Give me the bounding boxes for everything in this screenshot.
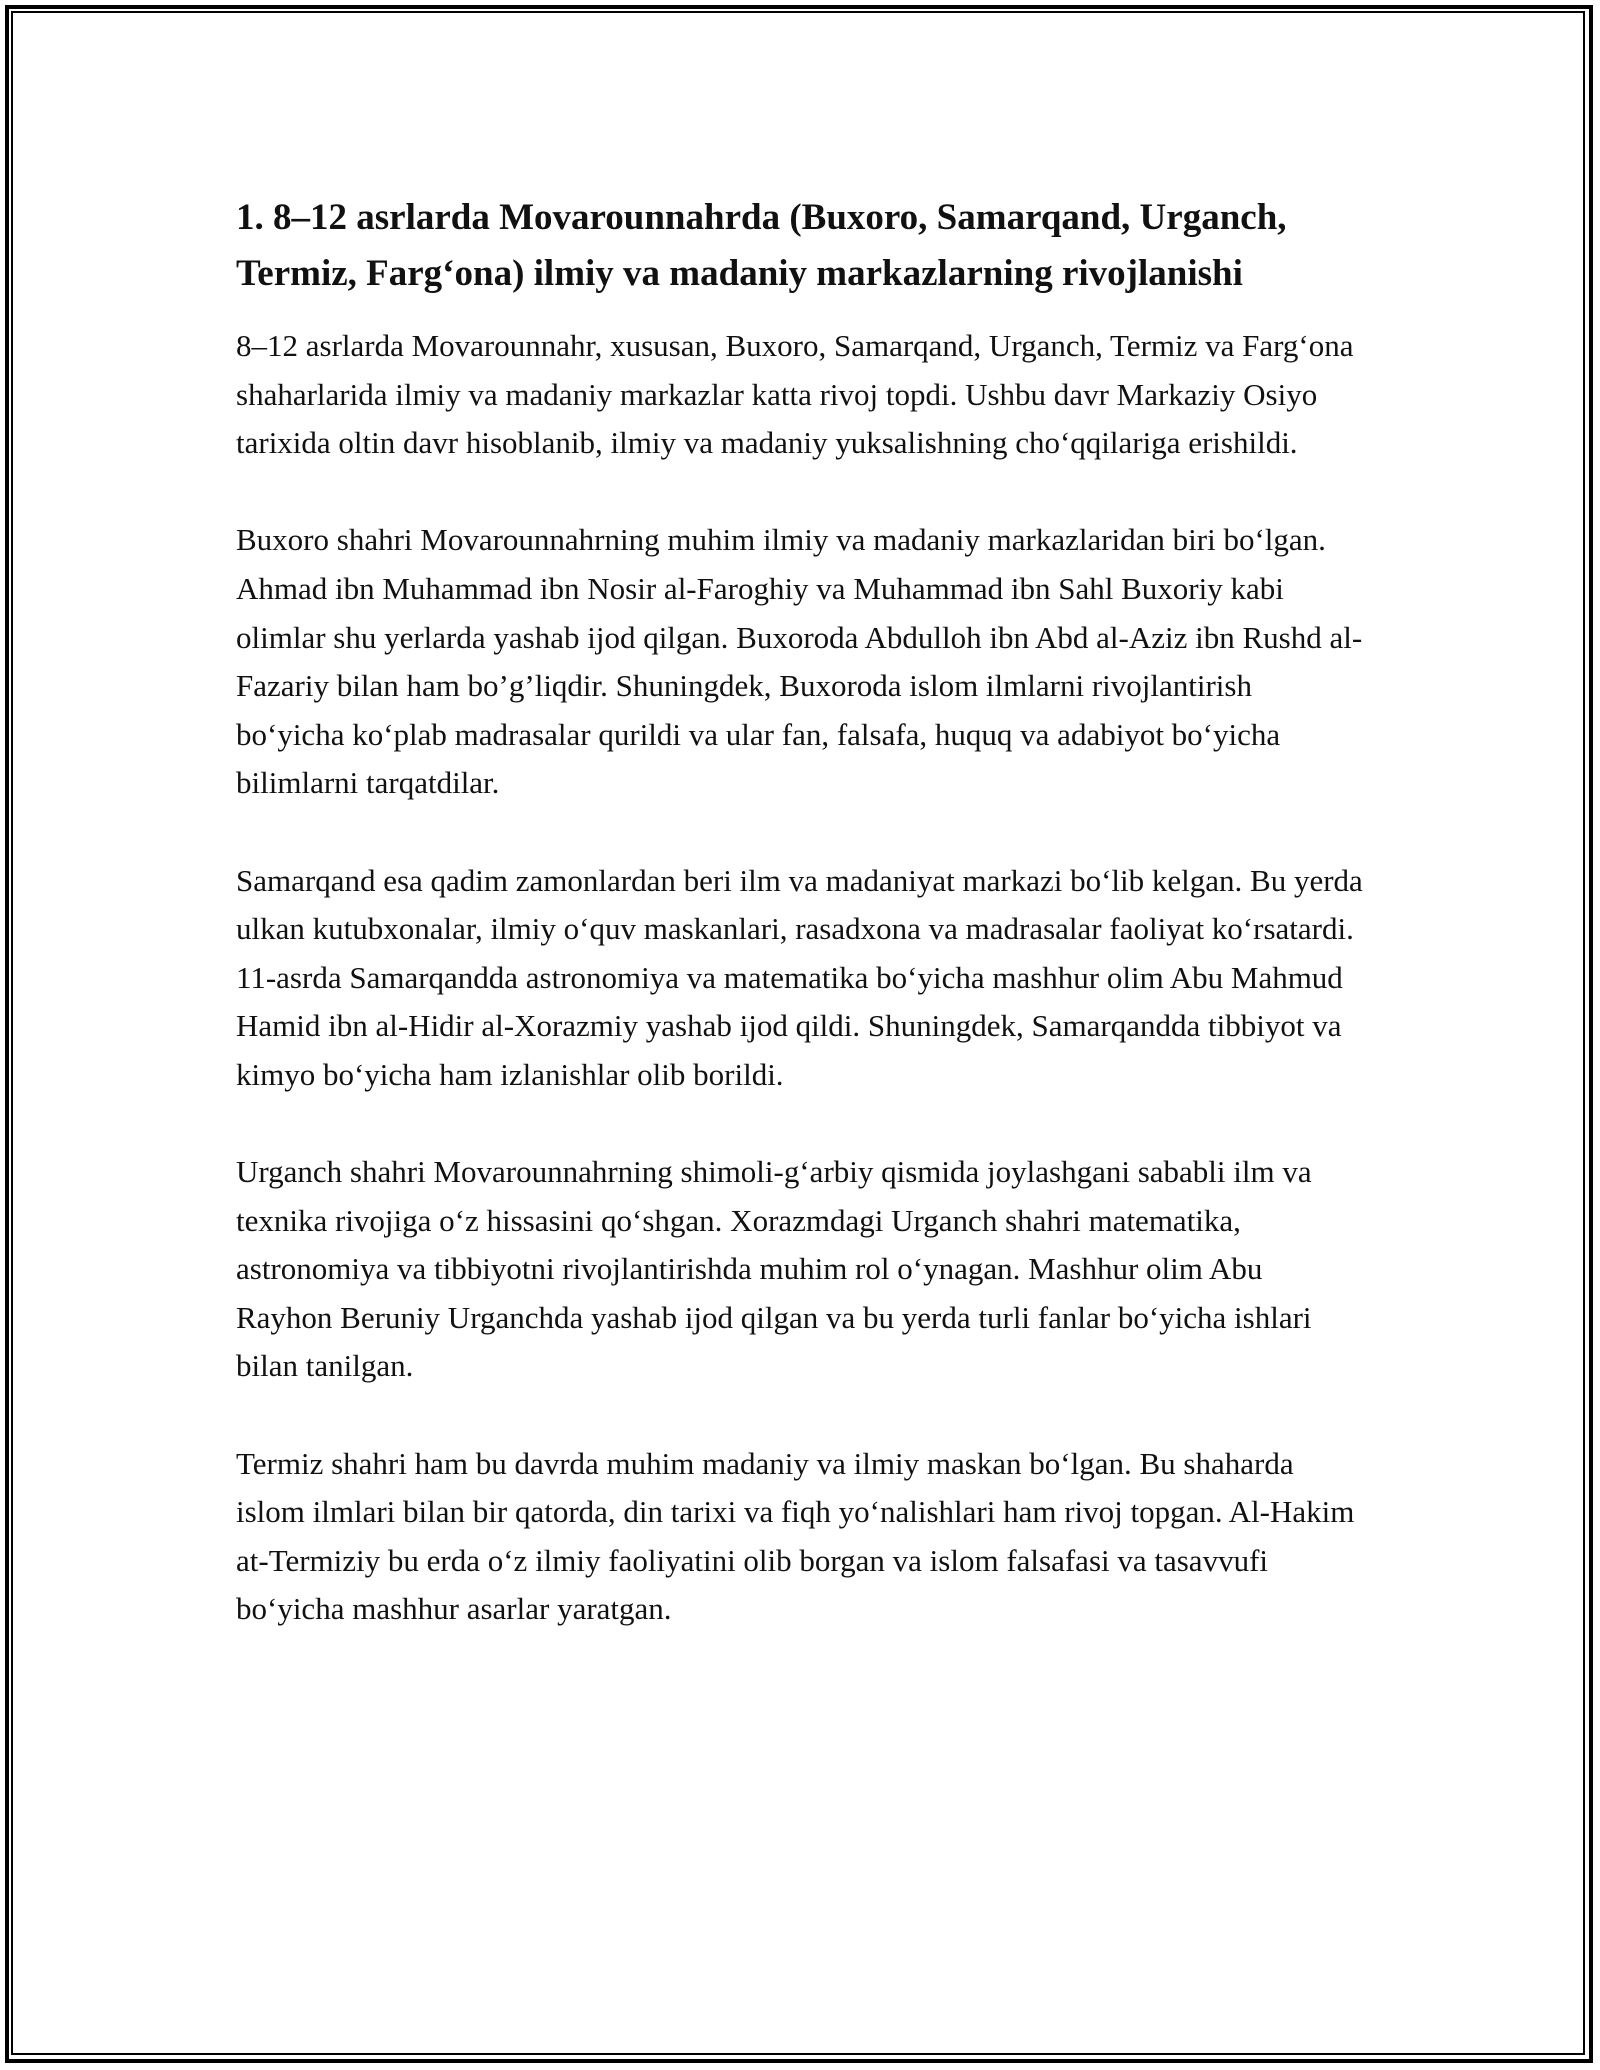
paragraph-samarqand: Samarqand esa qadim zamonlardan beri ilm va madaniyat markazi bo‘lib kelgan. Bu yerda ulkan kutubxonalar, ilmiy o‘quv maskanlari, rasadxona va madrasalar faoliyat ko‘rsatardi. 11-asrda Samarqandda astronomiya va matematika bo‘yicha mashhur olim Abu Mahmud Hamid ibn al-Hidir al-Xorazmiy yashab ijod qildi. Shuningdek, Samarqandda tibbiyot va kimyo bo‘yicha ham izlanishlar olib borildi. (236, 862, 1363, 1092)
paragraph-urganch: Urganch shahri Movarounnahrning shimoli-g‘arbiy qismida joylashgani sababli ilm va texnika rivojiga o‘z hissasini qo‘shgan. Xorazmdagi Urganch shahri matematika, astronomiya va tibbiyotni rivojlantirishda muhim rol o‘ynagan. Mashhur olim Abu Rayhon Beruniy Urganchda yashab ijod qilgan va bu yerda turli fanlar bo‘yicha ishlari bilan tanilgan. (236, 1154, 1312, 1384)
paragraph-buxoro: Buxoro shahri Movarounnahrning muhim ilmiy va madaniy markazlaridan biri bo‘lgan. Ahmad ibn Muhammad ibn Nosir al-Faroghiy va Muhammad ibn Sahl Buxoriy kabi olimlar shu yerlarda yashab ijod qilgan. Buxoroda Abdulloh ibn Abd al-Aziz ibn Rushd al-Fazariy bilan ham bo’g’liqdir. Shuningdek, Buxoroda islom ilmlarni rivojlantirish bo‘yicha ko‘plab madrasalar qurildi va ular fan, falsafa, huquq va adabiyot bo‘yicha bilimlarni tarqatdilar. (236, 522, 1363, 801)
paragraph-termiz: Termiz shahri ham bu davrda muhim madaniy va ilmiy maskan bo‘lgan. Bu shaharda islom ilmlari bilan bir qatorda, din tarixi va fiqh yo‘nalishlari ham rivoj topgan. Al-Hakim at-Termiziy bu erda o‘z ilmiy faoliyatini olib borgan va islom falsafasi va tasavvufi bo‘yicha mashhur asarlar yaratgan. (236, 1445, 1355, 1627)
paragraph-intro: 8–12 asrlarda Movarounnahr, xususan, Buxoro, Samarqand, Urganch, Termiz va Farg‘ona shaharlarida ilmiy va madaniy markazlar katta rivoj topdi. Ushbu davr Markaziy Osiyo tarixida oltin davr hisoblanib, ilmiy va madaniy yuksalishning cho‘qqilariga erishildi. (236, 328, 1354, 461)
document-body (236, 190, 1366, 1634)
document-title: 1. 8–12 asrlarda Movarounnahrda (Buxoro, Samarqand, Urganch, Termiz, Farg‘ona) ilmiy va madaniy markazlarning rivojlanishi (236, 197, 1287, 294)
